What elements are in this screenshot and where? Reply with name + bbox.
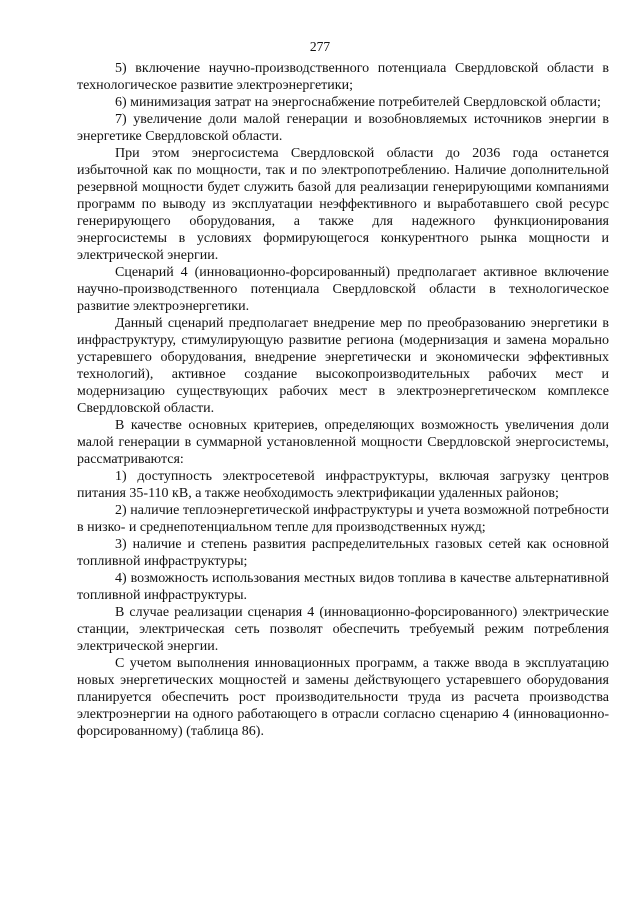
paragraph-energy-system-surplus: При этом энергосистема Свердловской области до 2036 года останется избыточной как по мощности, так и по электропотреблению. Наличие дополнительной резервной мощности будет служить базой для реализации генерирующими компаниями программ по выводу из эксплуатации неэффективного и выработавшего свой ресурс генерирующего оборудования, а также для надежного функционирования энергосистемы в условиях формирующегося конкурентного рынка мощности и электрической энергии. [77, 146, 609, 263]
paragraph-criterion-1: 1) доступность электросетевой инфраструктуры, включая загрузку центров питания 35-110 кВ, а также необходимость электрификации удаленных районов; [77, 469, 609, 501]
paragraph-productivity-growth: С учетом выполнения инновационных программ, а также ввода в эксплуатацию новых энергетических мощностей и замены действующего устаревшего оборудования планируется обеспечить рост производительности труда из расчета производства электроэнергии на одного работающего в отрасли согласно сценарию 4 (инновационно-форсированному) (таблица 86). [77, 656, 609, 739]
paragraph-item-5: 5) включение научно-производственного потенциала Свердловской области в технологическое развитие электроэнергетики; [77, 61, 609, 93]
paragraph-criterion-2: 2) наличие теплоэнергетической инфраструктуры и учета возможной потребности в низко- и среднепотенциальном тепле для производственных нужд; [77, 503, 609, 535]
paragraph-item-6: 6) минимизация затрат на энергоснабжение потребителей Свердловской области; [115, 95, 601, 110]
paragraph-criterion-4: 4) возможность использования местных видов топлива в качестве альтернативной топливной инфраструктуры. [77, 571, 609, 603]
paragraph-scenario-4: Сценарий 4 (инновационно-форсированный) предполагает активное включение научно-производственного потенциала Свердловской области в технологическое развитие электроэнергетики. [77, 265, 609, 314]
paragraph-criterion-3: 3) наличие и степень развития распределительных газовых сетей как основной топливной инфраструктуры; [77, 537, 609, 569]
document-body [77, 60, 609, 740]
paragraph-criteria-intro: В качестве основных критериев, определяющих возможность увеличения доли малой генерации в суммарной установленной мощности Свердловской энергосистемы, рассматриваются: [77, 418, 609, 467]
page-number: 277 [309, 39, 331, 54]
paragraph-item-7: 7) увеличение доли малой генерации и возобновляемых источников энергии в энергетике Свердловской области. [77, 112, 609, 144]
paragraph-scenario-measures: Данный сценарий предполагает внедрение мер по преобразованию энергетики в инфраструктуру, стимулирующую развитие региона (модернизация и замена морально устаревшего оборудования, внедрение энергетически и экономически эффективных технологий), активное создание высокопроизводительных рабочих мест и модернизацию существующих рабочих мест в электроэнергетическом комплексе Свердловской области. [77, 316, 609, 416]
paragraph-scenario-implementation: В случае реализации сценария 4 (инновационно-форсированного) электрические станции, электрическая сеть позволят обеспечить требуемый режим потребления электрической энергии. [77, 605, 609, 654]
